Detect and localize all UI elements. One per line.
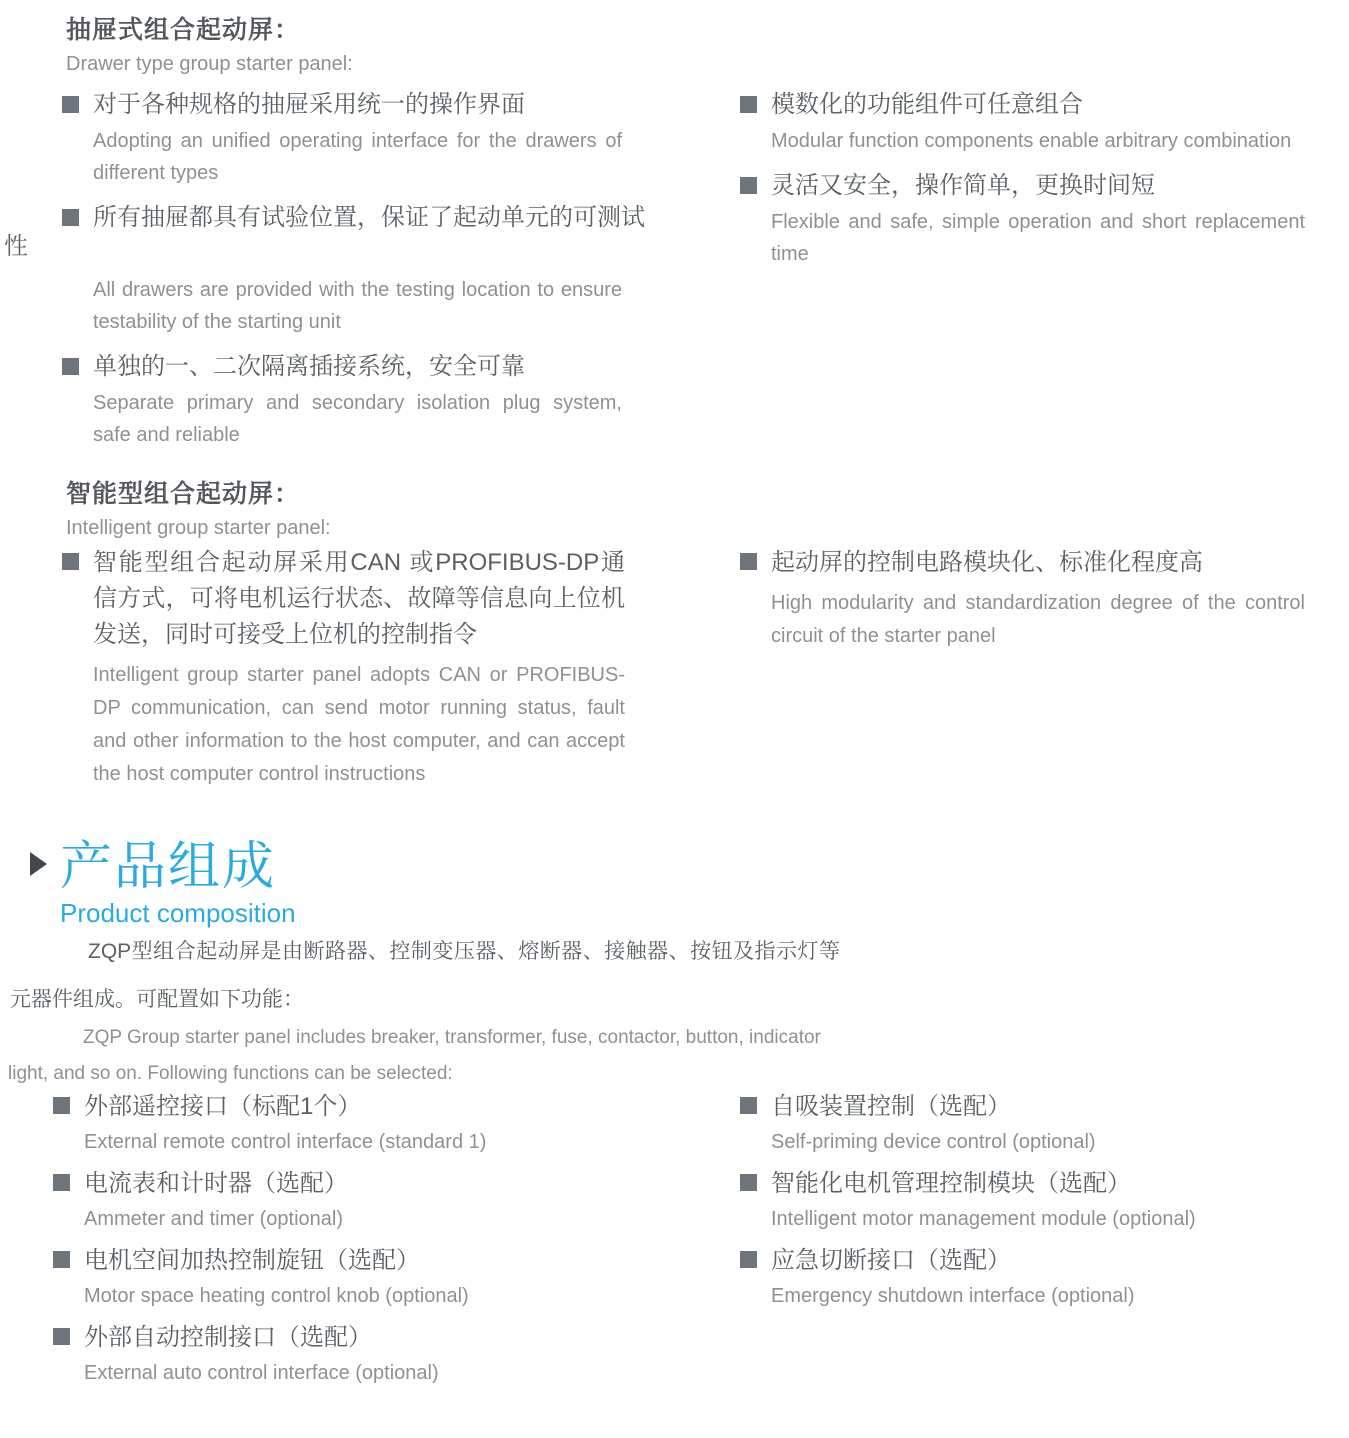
feature-text-en: All drawers are provided with the testing location to ensure testability of the starting unit: [93, 279, 622, 333]
feature-item: [62, 545, 625, 791]
feature-text-zh: 单独的一、二次隔离插接系统，安全可靠: [93, 353, 525, 380]
option-text-zh: 智能化电机管理控制模块（选配）: [771, 1170, 1131, 1197]
bullet-square-icon: [53, 1251, 70, 1268]
option-item: [740, 1244, 1340, 1312]
bullet-square-icon: [62, 96, 79, 113]
drawer-right-list: [740, 88, 1305, 282]
feature-text-zh: 灵活又安全，操作简单，更换时间短: [771, 172, 1155, 199]
feature-text-zh: 对于各种规格的抽屉采用统一的操作界面: [93, 91, 525, 118]
option-text-zh: 应急切断接口（选配）: [771, 1247, 1011, 1274]
bullet-square-icon: [740, 1097, 757, 1114]
option-item: [53, 1167, 693, 1235]
bullet-square-icon: [62, 553, 79, 570]
bullet-square-icon: [62, 209, 79, 226]
option-text-en: External auto control interface (optional): [84, 1362, 439, 1384]
feature-text-en: Modular function components enable arbitrary combination: [771, 130, 1292, 152]
drawer-section-title-en: Drawer type group starter panel:: [66, 53, 353, 75]
wrapped-overflow-char: 性: [4, 233, 28, 260]
feature-text-zh: 所有抽屉都具有试验位置，保证了起动单元的可测试: [93, 204, 645, 231]
composition-paragraph-en: ZQP Group starter panel includes breaker, transformer, fuse, contactor, button, indicator light, and so on. Following functions can be selected:: [8, 1027, 821, 1084]
bullet-square-icon: [53, 1097, 70, 1114]
option-item: [53, 1244, 693, 1312]
drawer-section-heading: [66, 14, 353, 77]
bullet-square-icon: [740, 1251, 757, 1268]
feature-text-en: Flexible and safe, simple operation and short replacement time: [771, 211, 1305, 265]
drawer-section-title-zh: 抽屉式组合起动屏：: [66, 16, 301, 44]
composition-right-list: [740, 1090, 1340, 1321]
option-item: [740, 1090, 1340, 1158]
bullet-square-icon: [740, 96, 757, 113]
feature-item: [740, 169, 1305, 270]
feature-text-en: Separate primary and secondary isolation plug system, safe and reliable: [93, 392, 622, 446]
option-text-zh: 自吸装置控制（选配）: [771, 1093, 1011, 1120]
option-text-zh: 电流表和计时器（选配）: [84, 1170, 348, 1197]
option-text-en: Intelligent motor management module (optional): [771, 1208, 1196, 1230]
option-text-en: Ammeter and timer (optional): [84, 1208, 343, 1230]
option-text-en: Self-priming device control (optional): [771, 1131, 1096, 1153]
feature-item: [62, 88, 622, 189]
bullet-square-icon: [62, 358, 79, 375]
option-text-zh: 电机空间加热控制旋钮（选配）: [84, 1247, 420, 1274]
feature-text-en: High modularity and standardization degree of the control circuit of the starter panel: [771, 592, 1305, 647]
intelligent-section-title-zh: 智能型组合起动屏：: [66, 480, 301, 508]
option-item: [53, 1321, 693, 1389]
intelligent-section-title-en: Intelligent group starter panel:: [66, 517, 331, 539]
option-text-zh: 外部自动控制接口（选配）: [84, 1324, 372, 1351]
feature-text-en: Intelligent group starter panel adopts CAN or PROFIBUS-DP communication, can send motor running status, fault and other information to the host computer, and can accept the host computer control instructions: [93, 664, 625, 785]
feature-item: [62, 201, 645, 338]
feature-text-zh: 模数化的功能组件可任意组合: [771, 91, 1083, 118]
drawer-left-list: [62, 88, 645, 463]
bullet-square-icon: [53, 1174, 70, 1191]
option-item: [740, 1167, 1340, 1235]
feature-text-en: Adopting an unified operating interface for the drawers of different types: [93, 130, 622, 184]
feature-text-zh: 智能型组合起动屏采用CAN 或PROFIBUS-DP通信方式，可将电机运行状态、故障等信息向上位机发送，同时可接受上位机的控制指令: [93, 549, 625, 648]
feature-item: [740, 88, 1305, 157]
bullet-square-icon: [740, 177, 757, 194]
feature-text-zh: 起动屏的控制电路模块化、标准化程度高: [771, 549, 1203, 576]
feature-item: [740, 545, 1305, 653]
composition-left-list: [53, 1090, 693, 1398]
option-text-en: External remote control interface (standard 1): [84, 1131, 487, 1153]
option-text-en: Emergency shutdown interface (optional): [771, 1285, 1135, 1307]
composition-title-en: Product composition: [60, 898, 296, 928]
option-item: [53, 1090, 693, 1158]
bullet-square-icon: [740, 553, 757, 570]
right-triangle-icon: [30, 852, 47, 876]
intelligent-left-list: [62, 545, 625, 803]
bullet-square-icon: [53, 1328, 70, 1345]
option-text-zh: 外部遥控接口（标配1个）: [84, 1093, 362, 1120]
composition-paragraph-zh: ZQP型组合起动屏是由断路器、控制变压器、熔断器、接触器、按钮及指示灯等元器件组成。可配置如下功能：: [10, 940, 840, 1011]
intelligent-section-heading: [66, 478, 331, 541]
composition-title-zh: 产品组成: [60, 838, 277, 896]
intelligent-right-list: [740, 545, 1305, 665]
bullet-square-icon: [740, 1174, 757, 1191]
feature-item: [62, 350, 622, 451]
option-text-en: Motor space heating control knob (optional): [84, 1285, 469, 1307]
composition-heading: [30, 840, 296, 928]
